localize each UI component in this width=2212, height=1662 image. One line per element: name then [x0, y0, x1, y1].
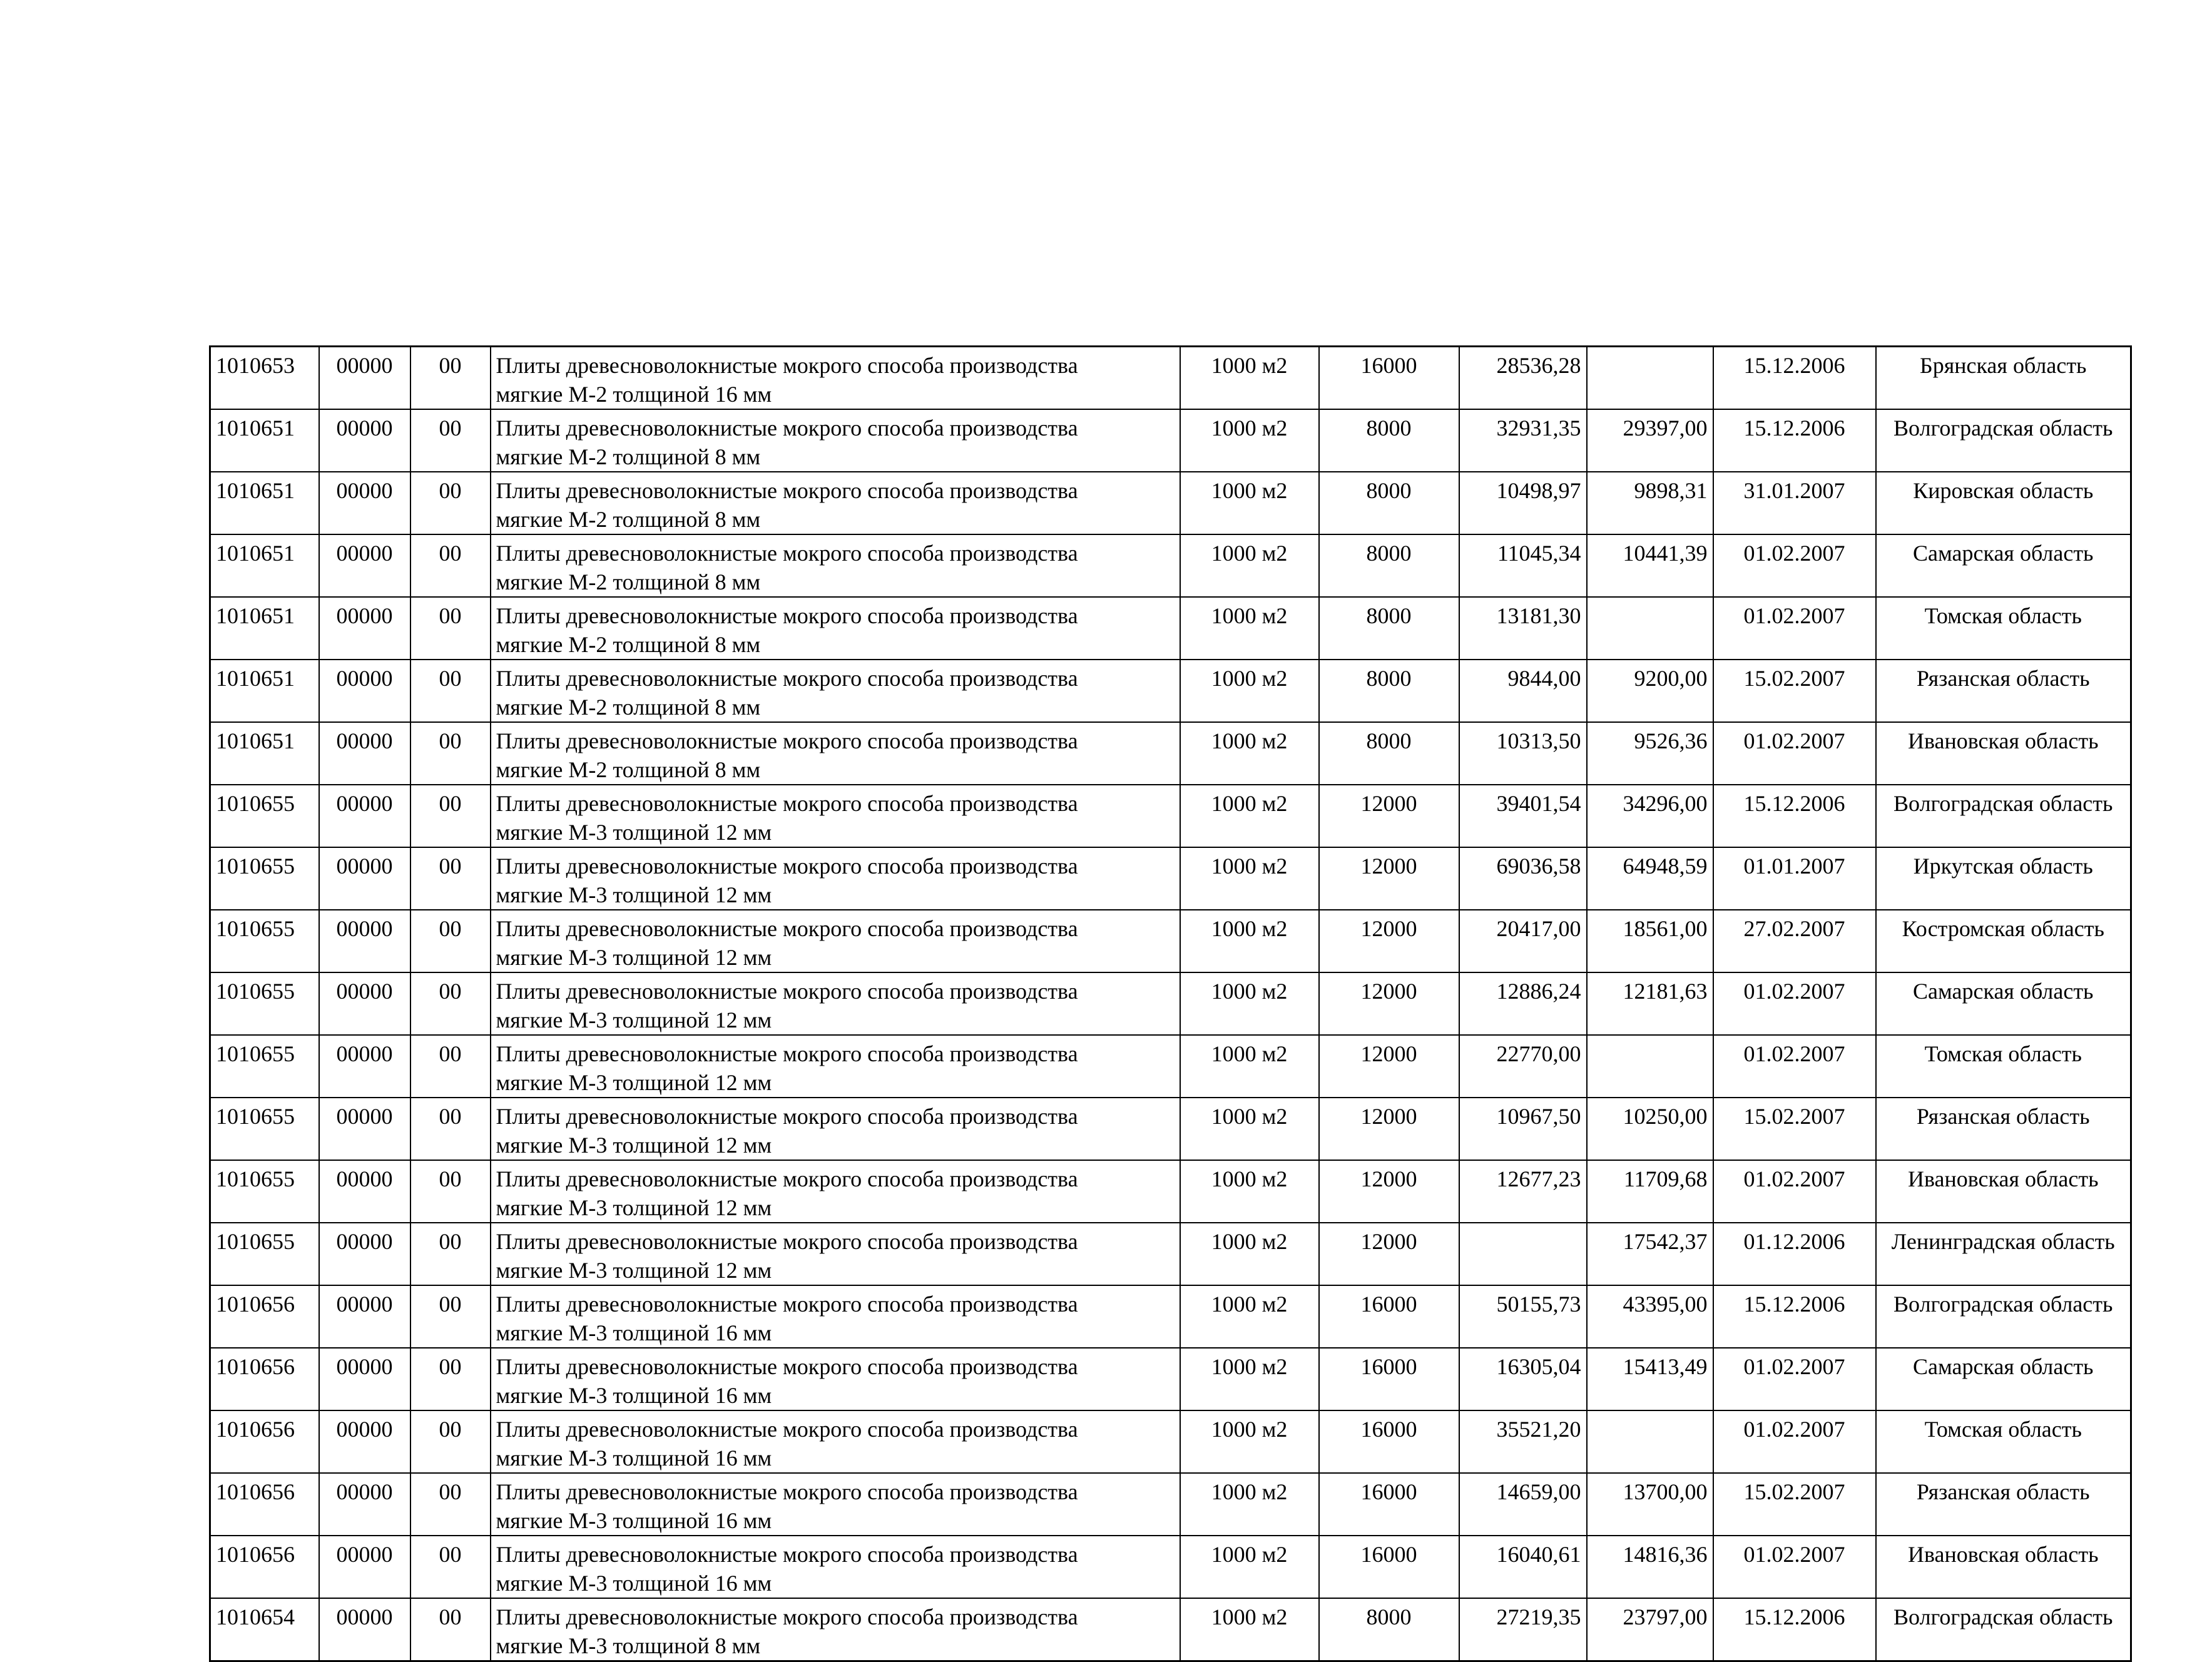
product-name-line-1: Плиты древесноволокнистые мокрого способа производства [496, 666, 1078, 691]
quantity-cell: 8000 [1319, 409, 1459, 472]
quantity-cell: 12000 [1319, 1098, 1459, 1160]
unit-cell: 1000 м2 [1180, 1160, 1319, 1223]
price-cell: 10967,50 [1459, 1098, 1587, 1160]
item-code-cell: 1010654 [210, 1598, 319, 1661]
sub-code2-cell: 00 [410, 1473, 491, 1536]
unit-cell: 1000 м2 [1180, 472, 1319, 534]
price-cell: 39401,54 [1459, 785, 1587, 847]
region-cell: Рязанская область [1876, 1473, 2131, 1536]
product-name-cell [491, 785, 1180, 847]
region-cell: Рязанская область [1876, 660, 2131, 722]
product-name-cell [491, 722, 1180, 785]
sub-code2-cell: 00 [410, 660, 491, 722]
region-cell: Кировская область [1876, 472, 2131, 534]
item-code-cell: 1010656 [210, 1285, 319, 1348]
product-name-line-2: мягкие М-3 толщиной 12 мм [496, 1007, 772, 1032]
table-row [210, 409, 2131, 472]
unit-cell: 1000 м2 [1180, 1035, 1319, 1098]
unit-cell: 1000 м2 [1180, 1285, 1319, 1348]
product-name-line-1: Плиты древесноволокнистые мокрого способа производства [496, 1104, 1078, 1129]
product-name-cell [491, 1348, 1180, 1410]
region-cell: Томская область [1876, 1410, 2131, 1473]
sub-code2-cell: 00 [410, 1598, 491, 1661]
sub-code2-cell: 00 [410, 785, 491, 847]
sub-code-cell: 00000 [319, 1348, 410, 1410]
product-name-cell [491, 472, 1180, 534]
price-alt-cell: 23797,00 [1587, 1598, 1713, 1661]
price-cell: 12886,24 [1459, 972, 1587, 1035]
product-name-line-1: Плиты древесноволокнистые мокрого способа производства [496, 1542, 1078, 1567]
unit-cell: 1000 м2 [1180, 1223, 1319, 1285]
product-name-line-1: Плиты древесноволокнистые мокрого способа производства [496, 1417, 1078, 1442]
table-row [210, 847, 2131, 910]
sub-code2-cell: 00 [410, 910, 491, 972]
item-code-cell: 1010656 [210, 1473, 319, 1536]
unit-cell: 1000 м2 [1180, 660, 1319, 722]
date-cell: 15.12.2006 [1713, 1598, 1876, 1661]
unit-cell: 1000 м2 [1180, 1536, 1319, 1598]
region-cell: Ивановская область [1876, 1536, 2131, 1598]
sub-code-cell: 00000 [319, 1035, 410, 1098]
item-code-cell: 1010655 [210, 1223, 319, 1285]
price-cell: 22770,00 [1459, 1035, 1587, 1098]
item-code-cell: 1010655 [210, 972, 319, 1035]
product-name-cell [491, 1035, 1180, 1098]
region-cell: Иркутская область [1876, 847, 2131, 910]
table-row [210, 1035, 2131, 1098]
sub-code-cell: 00000 [319, 1410, 410, 1473]
quantity-cell: 16000 [1319, 1536, 1459, 1598]
table-row [210, 1410, 2131, 1473]
price-alt-cell: 12181,63 [1587, 972, 1713, 1035]
unit-cell: 1000 м2 [1180, 534, 1319, 597]
quantity-cell: 8000 [1319, 722, 1459, 785]
product-name-line-2: мягкие М-3 толщиной 16 мм [496, 1571, 772, 1596]
product-name-line-1: Плиты древесноволокнистые мокрого способа производства [496, 353, 1078, 378]
date-cell: 15.12.2006 [1713, 347, 1876, 410]
product-name-line-1: Плиты древесноволокнистые мокрого способа производства [496, 979, 1078, 1004]
product-name-cell [491, 534, 1180, 597]
date-cell: 31.01.2007 [1713, 472, 1876, 534]
table-row [210, 722, 2131, 785]
region-cell: Брянская область [1876, 347, 2131, 410]
product-name-line-1: Плиты древесноволокнистые мокрого способа производства [496, 916, 1078, 941]
price-alt-cell: 13700,00 [1587, 1473, 1713, 1536]
unit-cell: 1000 м2 [1180, 1410, 1319, 1473]
product-name-cell [491, 1160, 1180, 1223]
table-row [210, 1223, 2131, 1285]
sub-code-cell: 00000 [319, 1473, 410, 1536]
date-cell: 01.02.2007 [1713, 972, 1876, 1035]
sub-code2-cell: 00 [410, 472, 491, 534]
price-alt-cell: 9898,31 [1587, 472, 1713, 534]
region-cell: Самарская область [1876, 1348, 2131, 1410]
quantity-cell: 8000 [1319, 597, 1459, 660]
product-name-cell [491, 409, 1180, 472]
product-name-cell [491, 1410, 1180, 1473]
sub-code-cell: 00000 [319, 472, 410, 534]
sub-code-cell: 00000 [319, 1223, 410, 1285]
price-cell: 10313,50 [1459, 722, 1587, 785]
product-name-line-1: Плиты древесноволокнистые мокрого способа производства [496, 1354, 1078, 1379]
product-name-cell [491, 1598, 1180, 1661]
price-alt-cell: 17542,37 [1587, 1223, 1713, 1285]
price-cell: 35521,20 [1459, 1410, 1587, 1473]
table-row [210, 1473, 2131, 1536]
price-cell: 50155,73 [1459, 1285, 1587, 1348]
product-name-cell [491, 347, 1180, 410]
sub-code2-cell: 00 [410, 1035, 491, 1098]
date-cell: 01.02.2007 [1713, 597, 1876, 660]
unit-cell: 1000 м2 [1180, 847, 1319, 910]
table-row [210, 1536, 2131, 1598]
product-name-line-1: Плиты древесноволокнистые мокрого способа производства [496, 791, 1078, 816]
product-name-line-1: Плиты древесноволокнистые мокрого способа производства [496, 416, 1078, 441]
price-alt-cell: 18561,00 [1587, 910, 1713, 972]
quantity-cell: 8000 [1319, 1598, 1459, 1661]
item-code-cell: 1010655 [210, 785, 319, 847]
unit-cell: 1000 м2 [1180, 910, 1319, 972]
table-row [210, 1598, 2131, 1661]
sub-code-cell: 00000 [319, 1536, 410, 1598]
product-name-line-1: Плиты древесноволокнистые мокрого способа производства [496, 478, 1078, 503]
item-code-cell: 1010655 [210, 1160, 319, 1223]
product-name-cell [491, 1473, 1180, 1536]
product-name-line-2: мягкие М-3 толщиной 8 мм [496, 1633, 761, 1658]
product-name-cell [491, 972, 1180, 1035]
item-code-cell: 1010651 [210, 722, 319, 785]
sub-code-cell: 00000 [319, 1098, 410, 1160]
quantity-cell: 8000 [1319, 660, 1459, 722]
table-row [210, 1160, 2131, 1223]
table-row [210, 597, 2131, 660]
table-row [210, 472, 2131, 534]
region-cell: Томская область [1876, 597, 2131, 660]
table-row [210, 972, 2131, 1035]
price-alt-cell: 10250,00 [1587, 1098, 1713, 1160]
sub-code2-cell: 00 [410, 722, 491, 785]
product-name-cell [491, 597, 1180, 660]
region-cell: Рязанская область [1876, 1098, 2131, 1160]
sub-code-cell: 00000 [319, 785, 410, 847]
sub-code-cell: 00000 [319, 1598, 410, 1661]
region-cell: Волгоградская область [1876, 1285, 2131, 1348]
item-code-cell: 1010655 [210, 1098, 319, 1160]
product-name-line-2: мягкие М-2 толщиной 8 мм [496, 444, 761, 469]
date-cell: 27.02.2007 [1713, 910, 1876, 972]
product-name-line-2: мягкие М-3 толщиной 12 мм [496, 820, 772, 845]
product-name-line-1: Плиты древесноволокнистые мокрого способа производства [496, 1166, 1078, 1191]
quantity-cell: 16000 [1319, 1348, 1459, 1410]
quantity-cell: 12000 [1319, 785, 1459, 847]
item-code-cell: 1010651 [210, 534, 319, 597]
price-alt-cell: 64948,59 [1587, 847, 1713, 910]
product-name-line-2: мягкие М-3 толщиной 12 мм [496, 1070, 772, 1095]
date-cell: 01.02.2007 [1713, 1160, 1876, 1223]
price-alt-cell [1587, 597, 1713, 660]
product-name-line-1: Плиты древесноволокнистые мокрого способа производства [496, 603, 1078, 628]
product-name-line-2: мягкие М-3 толщиной 12 мм [496, 1195, 772, 1220]
sub-code-cell: 00000 [319, 534, 410, 597]
price-cell: 69036,58 [1459, 847, 1587, 910]
product-name-line-1: Плиты древесноволокнистые мокрого способа производства [496, 1041, 1078, 1066]
region-cell: Костромская область [1876, 910, 2131, 972]
product-name-line-2: мягкие М-3 толщиной 12 мм [496, 1258, 772, 1283]
date-cell: 01.02.2007 [1713, 722, 1876, 785]
price-alt-cell [1587, 1035, 1713, 1098]
sub-code-cell: 00000 [319, 722, 410, 785]
date-cell: 01.02.2007 [1713, 1348, 1876, 1410]
table-row [210, 347, 2131, 410]
product-name-line-2: мягкие М-3 толщиной 16 мм [496, 1508, 772, 1533]
sub-code2-cell: 00 [410, 1285, 491, 1348]
product-name-cell [491, 1536, 1180, 1598]
item-code-cell: 1010651 [210, 472, 319, 534]
unit-cell: 1000 м2 [1180, 722, 1319, 785]
quantity-cell: 12000 [1319, 1223, 1459, 1285]
sub-code2-cell: 00 [410, 1410, 491, 1473]
price-cell: 27219,35 [1459, 1598, 1587, 1661]
product-name-line-1: Плиты древесноволокнистые мокрого способа производства [496, 728, 1078, 753]
product-name-line-1: Плиты древесноволокнистые мокрого способа производства [496, 854, 1078, 879]
sub-code2-cell: 00 [410, 847, 491, 910]
sub-code-cell: 00000 [319, 597, 410, 660]
quantity-cell: 12000 [1319, 910, 1459, 972]
price-cell: 11045,34 [1459, 534, 1587, 597]
price-alt-cell: 14816,36 [1587, 1536, 1713, 1598]
quantity-cell: 16000 [1319, 1410, 1459, 1473]
unit-cell: 1000 м2 [1180, 597, 1319, 660]
table-row [210, 534, 2131, 597]
item-code-cell: 1010656 [210, 1348, 319, 1410]
quantity-cell: 16000 [1319, 1285, 1459, 1348]
item-code-cell: 1010651 [210, 409, 319, 472]
date-cell: 15.12.2006 [1713, 785, 1876, 847]
unit-cell: 1000 м2 [1180, 1348, 1319, 1410]
region-cell: Волгоградская область [1876, 1598, 2131, 1661]
product-name-cell [491, 1285, 1180, 1348]
sub-code2-cell: 00 [410, 1098, 491, 1160]
sub-code-cell: 00000 [319, 1160, 410, 1223]
sub-code-cell: 00000 [319, 910, 410, 972]
date-cell: 01.02.2007 [1713, 534, 1876, 597]
unit-cell: 1000 м2 [1180, 347, 1319, 410]
date-cell: 01.02.2007 [1713, 1536, 1876, 1598]
table-row [210, 910, 2131, 972]
sub-code2-cell: 00 [410, 1348, 491, 1410]
price-alt-cell: 15413,49 [1587, 1348, 1713, 1410]
price-cell: 10498,97 [1459, 472, 1587, 534]
region-cell: Ленинградская область [1876, 1223, 2131, 1285]
product-name-line-2: мягкие М-2 толщиной 16 мм [496, 382, 772, 407]
price-table [209, 345, 2132, 1662]
date-cell: 15.12.2006 [1713, 1285, 1876, 1348]
region-cell: Томская область [1876, 1035, 2131, 1098]
price-alt-cell: 9200,00 [1587, 660, 1713, 722]
sub-code-cell: 00000 [319, 972, 410, 1035]
product-name-line-2: мягкие М-3 толщиной 16 мм [496, 1320, 772, 1345]
item-code-cell: 1010655 [210, 1035, 319, 1098]
table-row [210, 1098, 2131, 1160]
sub-code-cell: 00000 [319, 847, 410, 910]
item-code-cell: 1010655 [210, 910, 319, 972]
sub-code2-cell: 00 [410, 1536, 491, 1598]
price-cell: 16040,61 [1459, 1536, 1587, 1598]
price-cell: 13181,30 [1459, 597, 1587, 660]
product-name-line-2: мягкие М-3 толщиной 12 мм [496, 882, 772, 907]
product-name-line-2: мягкие М-3 толщиной 12 мм [496, 945, 772, 970]
price-alt-cell: 10441,39 [1587, 534, 1713, 597]
sub-code2-cell: 00 [410, 1160, 491, 1223]
product-name-line-2: мягкие М-3 толщиной 12 мм [496, 1133, 772, 1158]
date-cell: 01.01.2007 [1713, 847, 1876, 910]
sub-code2-cell: 00 [410, 534, 491, 597]
region-cell: Самарская область [1876, 534, 2131, 597]
item-code-cell: 1010651 [210, 660, 319, 722]
product-name-line-2: мягкие М-2 толщиной 8 мм [496, 569, 761, 594]
region-cell: Волгоградская область [1876, 785, 2131, 847]
quantity-cell: 12000 [1319, 972, 1459, 1035]
quantity-cell: 12000 [1319, 1160, 1459, 1223]
quantity-cell: 8000 [1319, 472, 1459, 534]
table-row [210, 785, 2131, 847]
sub-code-cell: 00000 [319, 660, 410, 722]
price-cell: 28536,28 [1459, 347, 1587, 410]
sub-code2-cell: 00 [410, 409, 491, 472]
sub-code2-cell: 00 [410, 347, 491, 410]
quantity-cell: 16000 [1319, 1473, 1459, 1536]
item-code-cell: 1010651 [210, 597, 319, 660]
sub-code-cell: 00000 [319, 409, 410, 472]
product-name-line-1: Плиты древесноволокнистые мокрого способа производства [496, 541, 1078, 566]
price-cell: 16305,04 [1459, 1348, 1587, 1410]
date-cell: 15.02.2007 [1713, 1473, 1876, 1536]
unit-cell: 1000 м2 [1180, 409, 1319, 472]
sub-code2-cell: 00 [410, 597, 491, 660]
product-name-line-2: мягкие М-2 толщиной 8 мм [496, 632, 761, 657]
price-cell: 32931,35 [1459, 409, 1587, 472]
sub-code-cell: 00000 [319, 1285, 410, 1348]
price-alt-cell: 29397,00 [1587, 409, 1713, 472]
product-name-line-2: мягкие М-2 толщиной 8 мм [496, 507, 761, 532]
region-cell: Ивановская область [1876, 722, 2131, 785]
product-name-line-1: Плиты древесноволокнистые мокрого способа производства [496, 1604, 1078, 1629]
product-name-cell [491, 847, 1180, 910]
price-cell: 14659,00 [1459, 1473, 1587, 1536]
quantity-cell: 12000 [1319, 1035, 1459, 1098]
product-name-line-1: Плиты древесноволокнистые мокрого способа производства [496, 1229, 1078, 1254]
product-name-line-1: Плиты древесноволокнистые мокрого способа производства [496, 1479, 1078, 1504]
price-alt-cell: 11709,68 [1587, 1160, 1713, 1223]
product-name-line-1: Плиты древесноволокнистые мокрого способа производства [496, 1292, 1078, 1317]
product-name-line-2: мягкие М-3 толщиной 16 мм [496, 1383, 772, 1408]
product-name-cell [491, 1098, 1180, 1160]
product-name-cell [491, 660, 1180, 722]
quantity-cell: 8000 [1319, 534, 1459, 597]
date-cell: 15.12.2006 [1713, 409, 1876, 472]
price-cell: 12677,23 [1459, 1160, 1587, 1223]
item-code-cell: 1010656 [210, 1410, 319, 1473]
region-cell: Ивановская область [1876, 1160, 2131, 1223]
price-alt-cell [1587, 1410, 1713, 1473]
region-cell: Самарская область [1876, 972, 2131, 1035]
price-cell: 9844,00 [1459, 660, 1587, 722]
price-alt-cell: 9526,36 [1587, 722, 1713, 785]
sub-code2-cell: 00 [410, 972, 491, 1035]
table-row [210, 1285, 2131, 1348]
item-code-cell: 1010656 [210, 1536, 319, 1598]
date-cell: 15.02.2007 [1713, 1098, 1876, 1160]
price-alt-cell: 43395,00 [1587, 1285, 1713, 1348]
product-name-line-2: мягкие М-3 толщиной 16 мм [496, 1445, 772, 1471]
quantity-cell: 16000 [1319, 347, 1459, 410]
quantity-cell: 12000 [1319, 847, 1459, 910]
sub-code2-cell: 00 [410, 1223, 491, 1285]
table-body [210, 347, 2131, 1661]
date-cell: 15.02.2007 [1713, 660, 1876, 722]
product-name-cell [491, 910, 1180, 972]
unit-cell: 1000 м2 [1180, 972, 1319, 1035]
table-row [210, 1348, 2131, 1410]
product-name-line-2: мягкие М-2 толщиной 8 мм [496, 757, 761, 782]
price-cell: 20417,00 [1459, 910, 1587, 972]
item-code-cell: 1010655 [210, 847, 319, 910]
unit-cell: 1000 м2 [1180, 1598, 1319, 1661]
sub-code-cell: 00000 [319, 347, 410, 410]
table-row [210, 660, 2131, 722]
date-cell: 01.02.2007 [1713, 1410, 1876, 1473]
item-code-cell: 1010653 [210, 347, 319, 410]
product-name-cell [491, 1223, 1180, 1285]
date-cell: 01.12.2006 [1713, 1223, 1876, 1285]
price-alt-cell [1587, 347, 1713, 410]
date-cell: 01.02.2007 [1713, 1035, 1876, 1098]
price-alt-cell: 34296,00 [1587, 785, 1713, 847]
region-cell: Волгоградская область [1876, 409, 2131, 472]
unit-cell: 1000 м2 [1180, 1473, 1319, 1536]
product-name-line-2: мягкие М-2 толщиной 8 мм [496, 695, 761, 720]
unit-cell: 1000 м2 [1180, 785, 1319, 847]
price-cell [1459, 1223, 1587, 1285]
unit-cell: 1000 м2 [1180, 1098, 1319, 1160]
